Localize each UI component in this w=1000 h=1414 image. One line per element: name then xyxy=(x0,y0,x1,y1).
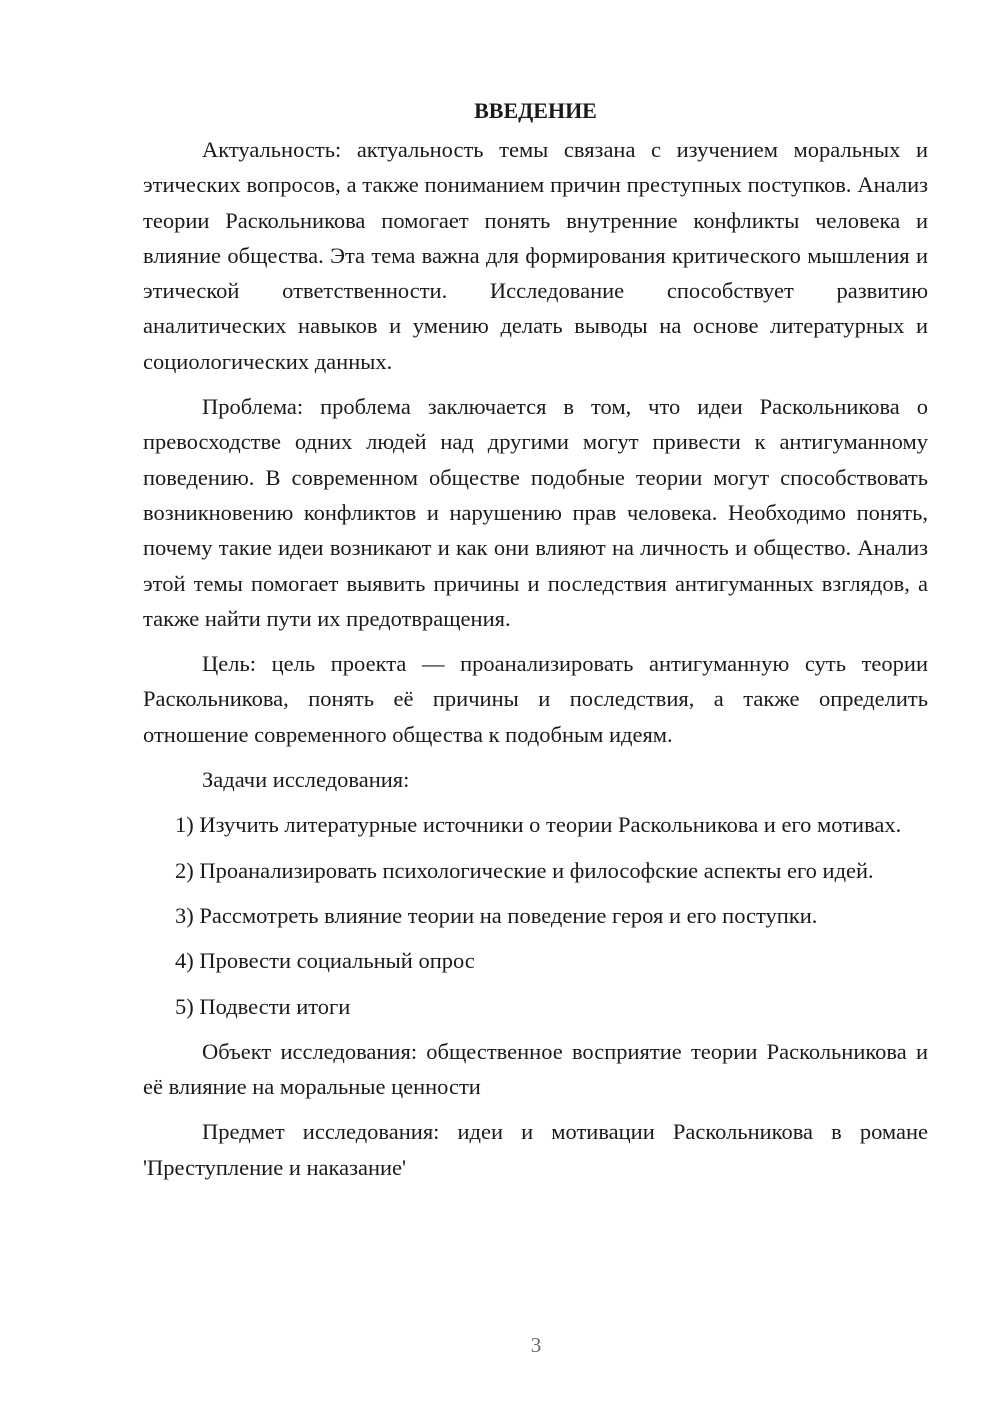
problem-paragraph: Проблема: проблема заключается в том, что идеи Раскольникова о превосходстве одних людей над другими могут привести к антигуманному поведению. В современном обществе подобные теории могут способствовать возникновению конфликтов и нарушению прав человека. Необходимо понять, почему такие идеи возникают и как они влияют на личность и общество. Анализ этой темы помогает выявить причины и последствия антигуманных взглядов, а также найти пути их предотвращения. xyxy=(143,394,928,631)
document-page xyxy=(143,92,928,1195)
object-paragraph: Объект исследования: общественное восприятие теории Раскольникова и её влияние на моральные ценности xyxy=(143,1038,928,1100)
task-item-3: 3) Рассмотреть влияние теории на поведение героя и его поступки. xyxy=(175,902,818,928)
task-item-4: 4) Провести социальный опрос xyxy=(175,948,475,974)
subject-paragraph: Предмет исследования: идеи и мотивации Раскольникова в романе 'Преступление и наказание' xyxy=(143,1119,928,1180)
page-number: 3 xyxy=(530,1333,542,1357)
section-title: ВВЕДЕНИЕ xyxy=(474,98,597,123)
goal-paragraph: Цель: цель проекта — проанализировать антигуманную суть теории Раскольникова, понять её причины и последствия, а также определить отношение современного общества к подобным идеям. xyxy=(143,651,928,747)
relevance-paragraph: Актуальность: актуальность темы связана с изучением моральных и этических вопросов, а также пониманием причин преступных поступков. Анализ теории Раскольникова помогает понять внутренние конфликты человека и влияние общества. Эта тема важна для формирования критического мышления и этической ответственности. Исследование способствует развитию аналитических навыков и умению делать выводы на основе литературных и социологических данных. xyxy=(143,137,928,374)
task-item-5: 5) Подвести итоги xyxy=(175,993,351,1019)
task-item-2: 2) Проанализировать психологические и философские аспекты его идей. xyxy=(175,857,874,883)
task-item-1: 1) Изучить литературные источники о теории Раскольникова и его мотивах. xyxy=(175,812,902,838)
tasks-heading: Задачи исследования: xyxy=(202,767,410,793)
